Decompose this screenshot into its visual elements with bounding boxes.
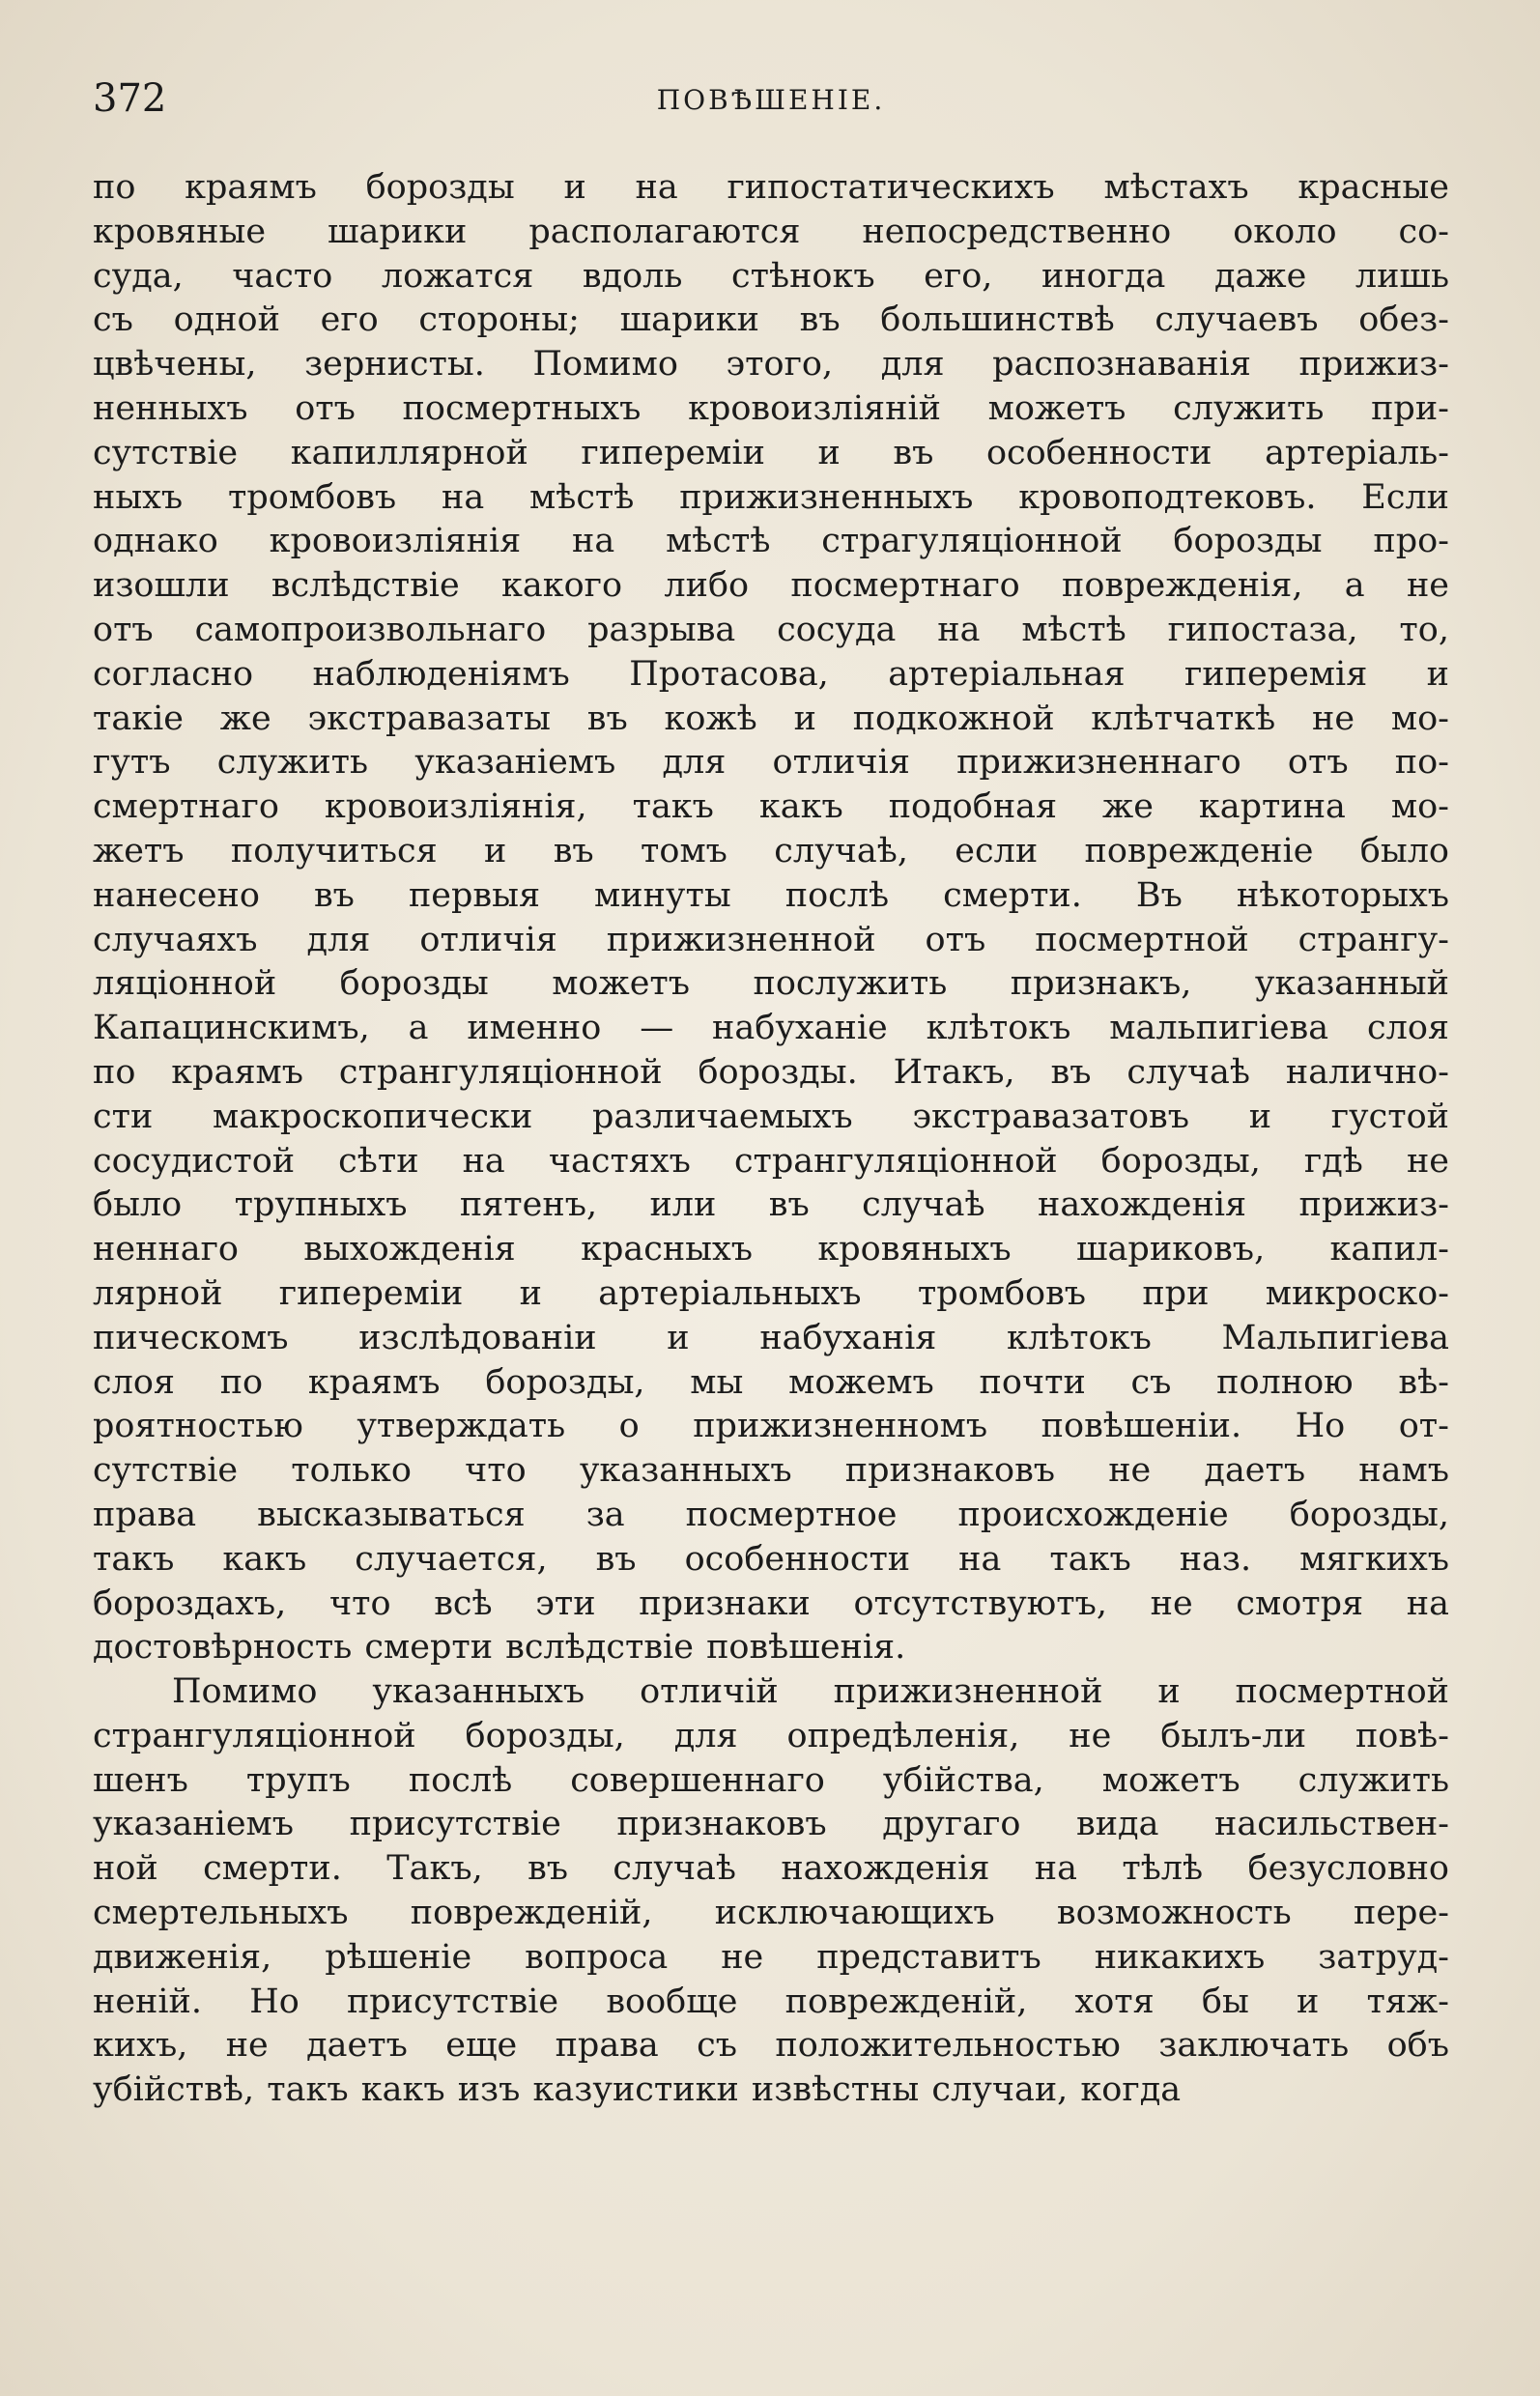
text-line: сутствіе только что указанныхъ признаковъ не даетъ намъ — [93, 1451, 1449, 1491]
text-line: случаяхъ для отличія прижизненной отъ посмертной странгу- — [93, 920, 1449, 959]
text-line: неній. Но присутствіе вообще поврежденій, хотя бы и тяж- — [93, 1982, 1449, 2021]
text-line: убійствѣ, такъ какъ изъ казуистики извѣстны случаи, когда — [93, 2070, 1182, 2110]
text-line: сутствіе капиллярной гипереміи и въ особенности артеріаль- — [93, 433, 1449, 472]
text-line: такъ какъ случается, въ особенности на такъ наз. мягкихъ — [93, 1539, 1449, 1579]
text-line: ляціонной борозды можетъ послужить признакъ, указанный — [93, 964, 1449, 1004]
running-head: ПОВѢШЕНІЕ. — [656, 84, 886, 116]
text-line: сосудистой сѣти на частяхъ странгуляціонной борозды, гдѣ не — [93, 1141, 1449, 1181]
text-line: однако кровоизліянія на мѣстѣ страгуляціонной борозды про- — [93, 522, 1449, 561]
text-line: жетъ получиться и въ томъ случаѣ, если поврежденіе было — [93, 831, 1449, 870]
text-line: Капацинскимъ, а именно — набуханіе клѣтокъ мальпигіева слоя — [93, 1009, 1449, 1048]
text-line: пическомъ изслѣдованіи и набуханія клѣтокъ Мальпигіева — [93, 1318, 1449, 1357]
text-line: смертельныхъ поврежденій, исключающихъ возможность пере- — [93, 1894, 1449, 1933]
text-line: лярной гипереміи и артеріальныхъ тромбовъ при микроско- — [93, 1273, 1449, 1313]
text-line: съ одной его стороны; шарики въ большинствѣ случаевъ обез- — [93, 300, 1449, 340]
text-line: странгуляціонной борозды, для опредѣленія, не былъ-ли повѣ- — [93, 1716, 1449, 1755]
body-text — [93, 166, 1449, 2113]
text-line: гутъ служить указаніемъ для отличія прижизненнаго отъ по- — [93, 743, 1449, 783]
text-line: по краямъ борозды и на гипостатическихъ мѣстахъ красные — [93, 168, 1449, 207]
text-line: движенія, рѣшеніе вопроса не представитъ никакихъ затруд- — [93, 1937, 1449, 1977]
text-line: Помимо указанныхъ отличій прижизненной и посмертной — [172, 1672, 1449, 1712]
text-line: указаніемъ присутствіе признаковъ другаго вида насильствен- — [93, 1805, 1449, 1844]
text-line: по краямъ странгуляціонной борозды. Итакъ, въ случаѣ налично- — [93, 1052, 1449, 1092]
text-line: согласно наблюденіямъ Протасова, артеріальная гиперемія и — [93, 654, 1449, 694]
paragraph — [93, 1670, 1449, 2113]
text-line: бороздахъ, что всѣ эти признаки отсутствуютъ, не смотря на — [93, 1583, 1449, 1623]
text-line: сти макроскопически различаемыхъ экстравазатовъ и густой — [93, 1097, 1449, 1136]
text-line: суда, часто ложатся вдоль стѣнокъ его, иногда даже лишь — [93, 256, 1449, 296]
text-line: слоя по краямъ борозды, мы можемъ почти съ полною вѣ- — [93, 1362, 1449, 1402]
text-line: нанесено въ первыя минуты послѣ смерти. Въ нѣкоторыхъ — [93, 875, 1449, 915]
text-line: права высказываться за посмертное происхожденіе борозды, — [93, 1495, 1449, 1534]
text-line: ненныхъ отъ посмертныхъ кровоизліяній можетъ служить при- — [93, 388, 1449, 428]
text-line: шенъ трупъ послѣ совершеннаго убійства, можетъ служить — [93, 1760, 1449, 1800]
text-line: ной смерти. Такъ, въ случаѣ нахожденія на тѣлѣ безусловно — [93, 1849, 1449, 1889]
text-line: изошли вслѣдствіе какого либо посмертнаго поврежденія, а не — [93, 566, 1449, 606]
text-line: цвѣчены, зернисты. Помимо этого, для распознаванія прижиз- — [93, 345, 1449, 385]
text-line: ныхъ тромбовъ на мѣстѣ прижизненныхъ кровоподтековъ. Если — [93, 477, 1449, 517]
text-line: такіе же экстравазаты въ кожѣ и подкожной клѣтчаткѣ не мо- — [93, 699, 1449, 738]
text-line: было трупныхъ пятенъ, или въ случаѣ нахожденія прижиз- — [93, 1185, 1449, 1225]
page-number: 372 — [93, 76, 167, 121]
text-line: кихъ, не даетъ еще права съ положительностью заключать объ — [93, 2026, 1449, 2066]
text-line: кровяные шарики располагаются непосредственно около со- — [93, 212, 1449, 251]
text-line: роятностью утверждать о прижизненномъ повѣшеніи. Но от- — [93, 1407, 1449, 1446]
paragraph — [93, 166, 1449, 1670]
text-line: достовѣрность смерти вслѣдствіе повѣшенія. — [93, 1628, 906, 1668]
text-line: неннаго выхожденія красныхъ кровяныхъ шариковъ, капил- — [93, 1230, 1449, 1269]
text-line: смертнаго кровоизліянія, такъ какъ подобная же картина мо- — [93, 787, 1449, 827]
page-header — [93, 70, 1449, 128]
text-line: отъ самопроизвольнаго разрыва сосуда на мѣстѣ гипостаза, то, — [93, 610, 1449, 649]
